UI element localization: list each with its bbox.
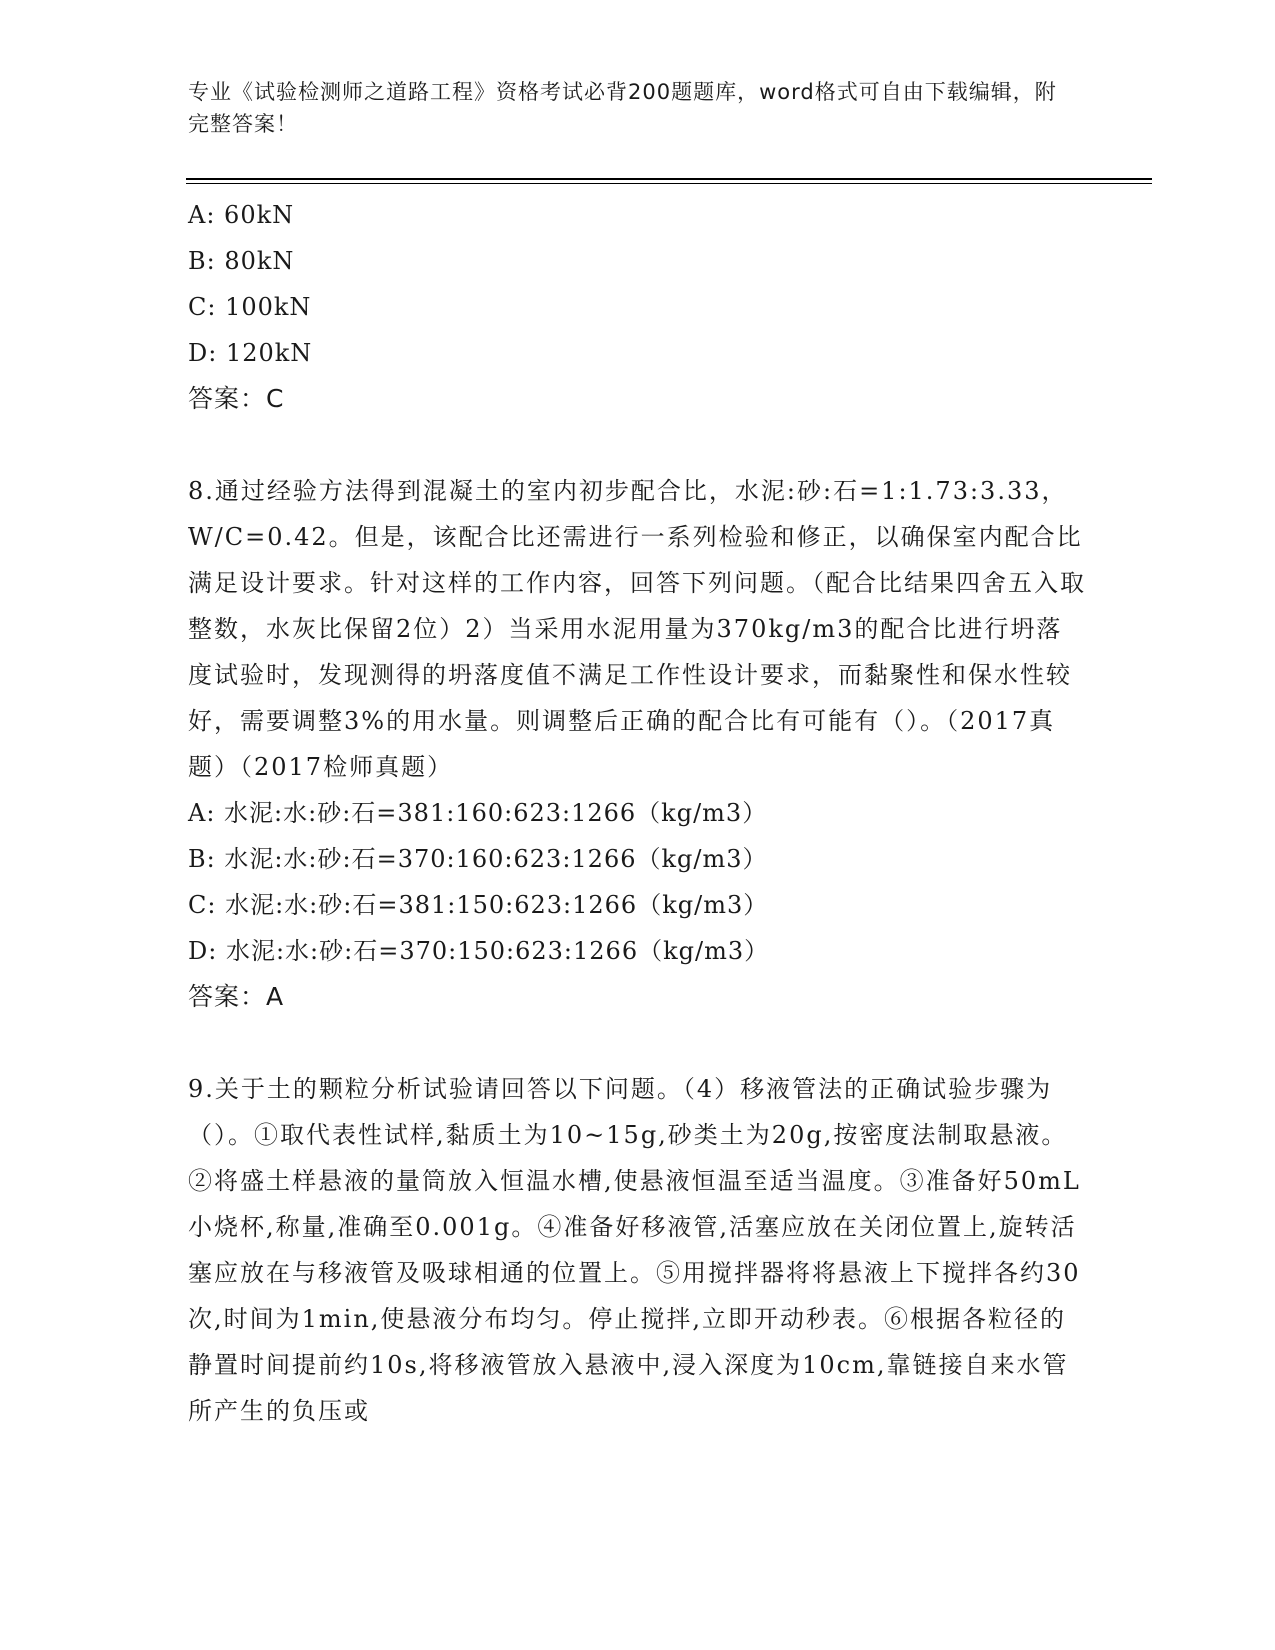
option-a: A: 60kN [188, 201, 295, 229]
option-c: C: 100kN [188, 293, 312, 321]
option-a: A: 水泥:水:砂:石=381:160:623:1266（kg/m3） [188, 799, 768, 827]
question-8-options [188, 790, 1088, 974]
question-7-options [188, 192, 1088, 376]
spacer [188, 1020, 1088, 1066]
question-9-text: 9.关于土的颗粒分析试验请回答以下问题。（4）移液管法的正确试验步骤为（）。①取代表性试样,黏质土为10~15g,砂类土为20g,按密度法制取悬液。②将盛土样悬液的量筒放入恒温水槽,使悬液恒温至适当温度。③准备好50mL小烧杯,称量,准确至0.001g。④准备好移液管,活塞应放在关闭位置上,旋转活塞应放在与移液管及吸球相通的位置上。⑤用搅拌器将将悬液上下搅拌各约30次,时间为1min,使悬液分布均匀。停止搅拌,立即开动秒表。⑥根据各粒径的静置时间提前约10s,将移液管放入悬液中,浸入深度为10cm,靠链接自来水管所产生的负压或 [188, 1075, 1081, 1425]
option-b: B: 水泥:水:砂:石=370:160:623:1266（kg/m3） [188, 845, 768, 873]
option-d: D: 水泥:水:砂:石=370:150:623:1266（kg/m3） [188, 937, 770, 965]
document-header: 专业《试验检测师之道路工程》资格考试必背200题题库，word格式可自由下载编辑，附完整答案！ [188, 80, 1057, 136]
question-8-answer: 答案：A [188, 982, 285, 1011]
header-divider-thin [186, 183, 1152, 184]
question-8-text: 8.通过经验方法得到混凝土的室内初步配合比，水泥:砂:石=1:1.73:3.33，W/C=0.42。但是，该配合比还需进行一系列检验和修正，以确保室内配合比满足设计要求。针对这样的工作内容，回答下列问题。（配合比结果四舍五入取整数，水灰比保留2位）2）当采用水泥用量为370kg/m3的配合比进行坍落度试验时，发现测得的坍落度值不满足工作性设计要求，而黏聚性和保水性较好，需要调整3%的用水量。则调整后正确的配合比有可能有（）。（2017真题）（2017检师真题） [188, 477, 1086, 781]
option-b: B: 80kN [188, 247, 295, 275]
spacer [188, 422, 1088, 468]
option-c: C: 水泥:水:砂:石=381:150:623:1266（kg/m3） [188, 891, 769, 919]
header-divider-thick [186, 178, 1152, 180]
question-7-answer: 答案：C [188, 384, 285, 413]
option-d: D: 120kN [188, 339, 313, 367]
question-content [188, 192, 1088, 1434]
